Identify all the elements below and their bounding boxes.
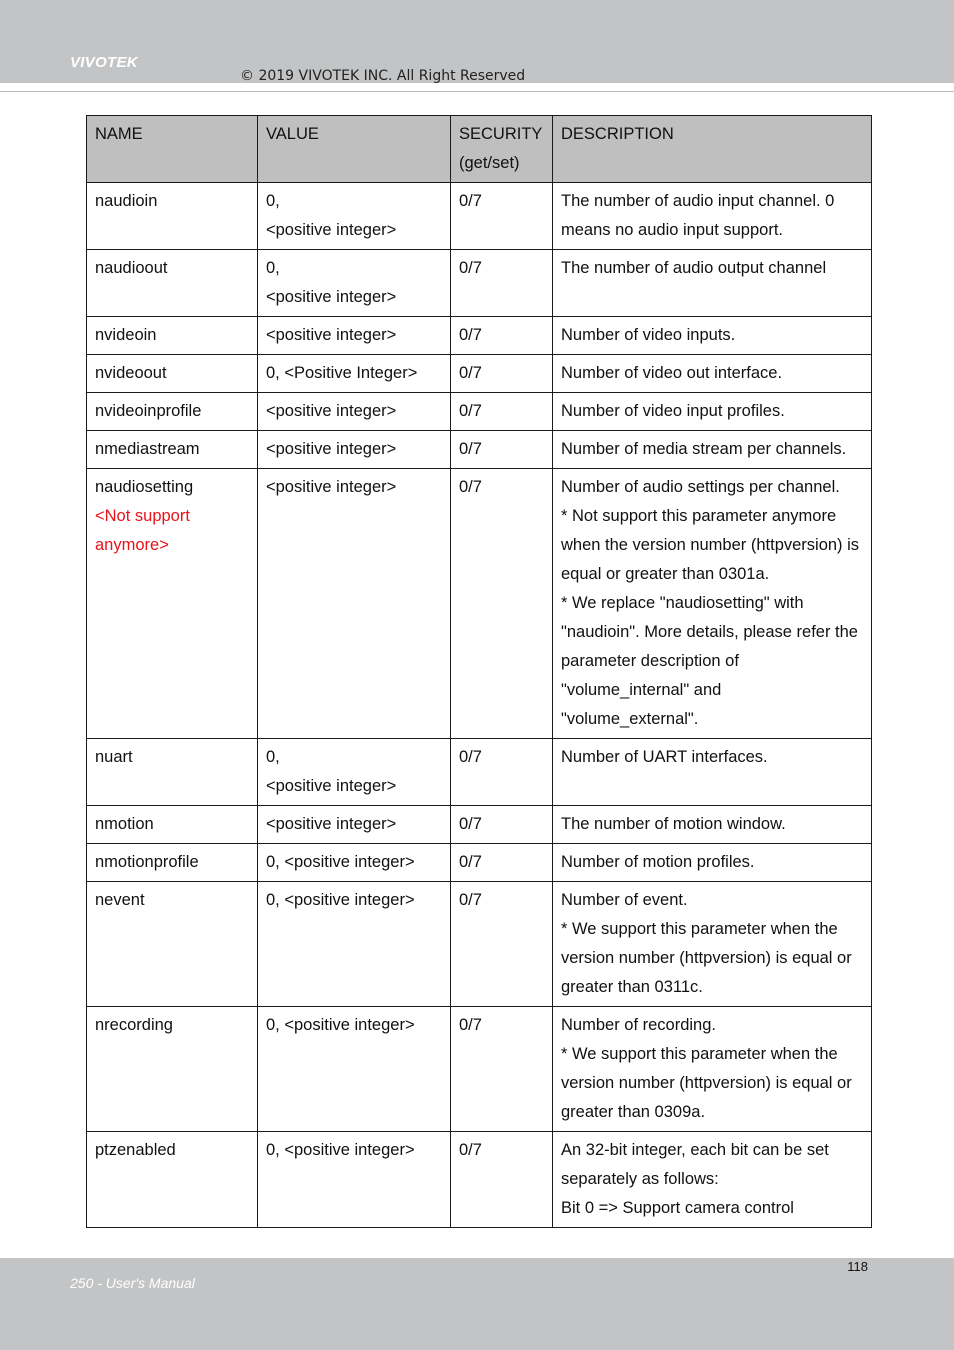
param-name: nvideoinprofile xyxy=(95,402,202,420)
cell-name xyxy=(87,469,258,739)
param-security: 0/7 xyxy=(459,364,482,382)
param-security: 0/7 xyxy=(459,259,482,277)
cell-value xyxy=(258,431,451,469)
param-name: nmotion xyxy=(95,815,154,833)
cell-security xyxy=(451,469,553,739)
param-description: Number of video out interface. xyxy=(561,364,783,382)
param-security: 0/7 xyxy=(459,1016,482,1034)
cell-value xyxy=(258,393,451,431)
cell-description xyxy=(553,469,872,739)
param-value: 0, xyxy=(266,748,280,766)
cell-value xyxy=(258,844,451,882)
table-body xyxy=(87,183,872,1228)
param-name: ptzenabled xyxy=(95,1141,176,1159)
cell-name xyxy=(87,806,258,844)
cell-name xyxy=(87,431,258,469)
table-row xyxy=(87,183,872,250)
param-value: <positive integer> xyxy=(266,440,397,458)
cell-name xyxy=(87,250,258,317)
param-value: <positive integer> xyxy=(266,815,397,833)
page-number: 118 xyxy=(847,1259,868,1274)
param-value: <positive integer> xyxy=(266,478,397,496)
param-security: 0/7 xyxy=(459,748,482,766)
cell-security xyxy=(451,806,553,844)
cell-description xyxy=(553,393,872,431)
cell-description xyxy=(553,183,872,250)
cell-description xyxy=(553,844,872,882)
param-description: * We support this parameter when the version number (httpversion) is equal or greater than 0311c. xyxy=(561,920,852,996)
table-header-row xyxy=(87,116,872,183)
param-security: 0/7 xyxy=(459,440,482,458)
table-row xyxy=(87,739,872,806)
table-row xyxy=(87,1007,872,1132)
cell-description xyxy=(553,1007,872,1132)
cell-value xyxy=(258,882,451,1007)
param-name: nrecording xyxy=(95,1016,173,1034)
param-security: 0/7 xyxy=(459,326,482,344)
cell-security xyxy=(451,317,553,355)
param-value: 0, xyxy=(266,259,280,277)
param-value: <positive integer> xyxy=(266,221,397,239)
param-name: naudioout xyxy=(95,259,168,277)
cell-value xyxy=(258,1132,451,1228)
param-value: <positive integer> xyxy=(266,288,397,306)
cell-security xyxy=(451,393,553,431)
param-security: 0/7 xyxy=(459,815,482,833)
cell-name xyxy=(87,1132,258,1228)
cell-description xyxy=(553,431,872,469)
cell-security xyxy=(451,431,553,469)
param-name: nvideoout xyxy=(95,364,167,382)
param-value: <positive integer> xyxy=(266,777,397,795)
header-name: NAME xyxy=(87,116,258,183)
footer-band xyxy=(0,1258,954,1350)
header-divider xyxy=(0,91,954,92)
cell-description xyxy=(553,250,872,317)
header-description: DESCRIPTION xyxy=(553,116,872,183)
param-value: 0, <positive integer> xyxy=(266,1016,415,1034)
table-row xyxy=(87,393,872,431)
table-row xyxy=(87,882,872,1007)
param-description: Number of audio settings per channel. xyxy=(561,478,840,496)
cell-value xyxy=(258,739,451,806)
cell-security xyxy=(451,355,553,393)
param-security: 0/7 xyxy=(459,891,482,909)
param-name: naudioin xyxy=(95,192,158,210)
cell-value xyxy=(258,1007,451,1132)
cell-security xyxy=(451,1132,553,1228)
param-description: * Not support this parameter anymore when the version number (httpversion) is equal or greater than 0301a. xyxy=(561,507,860,583)
param-name: nmotionprofile xyxy=(95,853,199,871)
deprecation-note: <Not support anymore> xyxy=(95,507,190,554)
param-description: Number of video input profiles. xyxy=(561,402,785,420)
param-description: Bit 0 => Support camera control xyxy=(561,1199,794,1217)
param-description: Number of recording. xyxy=(561,1016,716,1034)
param-description: Number of video inputs. xyxy=(561,326,736,344)
header-security xyxy=(451,116,553,183)
param-description: Number of media stream per channels. xyxy=(561,440,847,458)
param-name: nmediastream xyxy=(95,440,200,458)
param-description: An 32-bit integer, each bit can be set separately as follows: xyxy=(561,1141,829,1188)
cell-security xyxy=(451,250,553,317)
cell-name xyxy=(87,882,258,1007)
brand-logo: VIVOTEK xyxy=(70,54,138,71)
param-security: 0/7 xyxy=(459,192,482,210)
cell-name xyxy=(87,844,258,882)
table-row xyxy=(87,1132,872,1228)
param-description: * We support this parameter when the version number (httpversion) is equal or greater than 0309a. xyxy=(561,1045,852,1121)
param-description: * We replace "naudiosetting" with "naudioin". More details, please refer the parameter description of "volume_internal" and "volume_external". xyxy=(561,594,858,728)
param-name: naudiosetting xyxy=(95,478,194,496)
cell-description xyxy=(553,806,872,844)
cell-name xyxy=(87,1007,258,1132)
cell-description xyxy=(553,882,872,1007)
header-security-label: SECURITY xyxy=(459,125,543,143)
table-row xyxy=(87,250,872,317)
param-value: <positive integer> xyxy=(266,326,397,344)
param-description: The number of motion window. xyxy=(561,815,786,833)
manual-label: 250 - User's Manual xyxy=(70,1275,195,1291)
param-description: Number of UART interfaces. xyxy=(561,748,768,766)
cell-value xyxy=(258,250,451,317)
cell-security xyxy=(451,882,553,1007)
cell-security xyxy=(451,183,553,250)
cell-name xyxy=(87,393,258,431)
cell-security xyxy=(451,739,553,806)
param-value: 0, xyxy=(266,192,280,210)
table-row xyxy=(87,355,872,393)
param-value: 0, <positive integer> xyxy=(266,853,415,871)
cell-value xyxy=(258,183,451,250)
header-security-sub: (get/set) xyxy=(459,154,520,172)
table-row xyxy=(87,806,872,844)
param-description: The number of audio output channel xyxy=(561,259,827,277)
param-security: 0/7 xyxy=(459,402,482,420)
cell-security xyxy=(451,1007,553,1132)
cell-description xyxy=(553,317,872,355)
param-security: 0/7 xyxy=(459,1141,482,1159)
cell-name xyxy=(87,183,258,250)
param-value: 0, <positive integer> xyxy=(266,891,415,909)
cell-value xyxy=(258,469,451,739)
param-description: Number of event. xyxy=(561,891,688,909)
param-name: nuart xyxy=(95,748,133,766)
cell-value xyxy=(258,806,451,844)
cell-description xyxy=(553,1132,872,1228)
cell-name xyxy=(87,317,258,355)
param-value: 0, <Positive Integer> xyxy=(266,364,418,382)
cell-description xyxy=(553,739,872,806)
table-row xyxy=(87,844,872,882)
param-description: The number of audio input channel. 0 means no audio input support. xyxy=(561,192,835,239)
cell-value xyxy=(258,355,451,393)
cell-security xyxy=(451,844,553,882)
parameter-table xyxy=(86,115,872,1228)
param-value: <positive integer> xyxy=(266,402,397,420)
param-security: 0/7 xyxy=(459,478,482,496)
cell-value xyxy=(258,317,451,355)
table-row xyxy=(87,317,872,355)
param-security: 0/7 xyxy=(459,853,482,871)
cell-name xyxy=(87,355,258,393)
cell-description xyxy=(553,355,872,393)
param-description: Number of motion profiles. xyxy=(561,853,755,871)
param-name: nvideoin xyxy=(95,326,157,344)
cell-name xyxy=(87,739,258,806)
copyright-notice: © 2019 VIVOTEK INC. All Right Reserved xyxy=(240,68,526,84)
table-row xyxy=(87,431,872,469)
param-name: nevent xyxy=(95,891,145,909)
table-row xyxy=(87,469,872,739)
param-value: 0, <positive integer> xyxy=(266,1141,415,1159)
header-value: VALUE xyxy=(258,116,451,183)
